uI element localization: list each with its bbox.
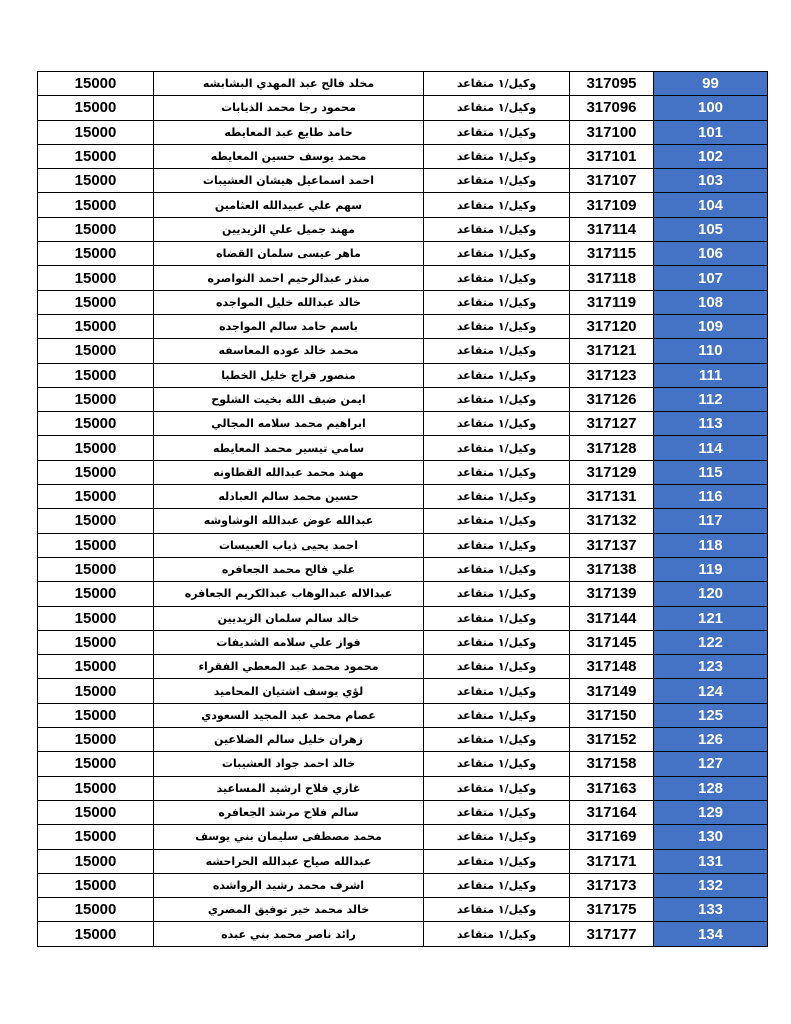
amount-cell: 15000 <box>38 582 154 606</box>
rank-cell: وكيل/١ متقاعد <box>424 679 570 703</box>
military-number-cell: 317171 <box>570 849 654 873</box>
name-cell: محمد خالد عوده المعاسفه <box>154 339 424 363</box>
military-number-cell: 317100 <box>570 120 654 144</box>
row-number-cell: 116 <box>654 485 768 509</box>
military-number-cell: 317109 <box>570 193 654 217</box>
table-row <box>38 557 768 581</box>
rank-cell: وكيل/١ متقاعد <box>424 266 570 290</box>
table-row <box>38 266 768 290</box>
rank-cell: وكيل/١ متقاعد <box>424 460 570 484</box>
row-number-cell: 108 <box>654 290 768 314</box>
row-number-cell: 124 <box>654 679 768 703</box>
rank-cell: وكيل/١ متقاعد <box>424 655 570 679</box>
military-number-cell: 317129 <box>570 460 654 484</box>
table-row <box>38 800 768 824</box>
row-number-cell: 125 <box>654 703 768 727</box>
amount-cell: 15000 <box>38 72 154 96</box>
amount-cell: 15000 <box>38 485 154 509</box>
military-number-cell: 317123 <box>570 363 654 387</box>
table-row <box>38 485 768 509</box>
rank-cell: وكيل/١ متقاعد <box>424 485 570 509</box>
name-cell: حامد طايع عبد المعايطه <box>154 120 424 144</box>
rank-cell: وكيل/١ متقاعد <box>424 509 570 533</box>
table-row <box>38 509 768 533</box>
military-number-cell: 317145 <box>570 630 654 654</box>
table-row <box>38 217 768 241</box>
amount-cell: 15000 <box>38 630 154 654</box>
table-row <box>38 339 768 363</box>
row-number-cell: 110 <box>654 339 768 363</box>
name-cell: مهند محمد عبدالله القطاونه <box>154 460 424 484</box>
name-cell: عبدالله صياح عبدالله الحراحشه <box>154 849 424 873</box>
amount-cell: 15000 <box>38 655 154 679</box>
row-number-cell: 132 <box>654 873 768 897</box>
row-number-cell: 119 <box>654 557 768 581</box>
name-cell: عبدالاله عبدالوهاب عبدالكريم الجعافره <box>154 582 424 606</box>
name-cell: مهند جميل علي الزيديين <box>154 217 424 241</box>
rank-cell: وكيل/١ متقاعد <box>424 898 570 922</box>
table-row <box>38 193 768 217</box>
rank-cell: وكيل/١ متقاعد <box>424 169 570 193</box>
military-number-cell: 317114 <box>570 217 654 241</box>
amount-cell: 15000 <box>38 460 154 484</box>
row-number-cell: 102 <box>654 144 768 168</box>
rank-cell: وكيل/١ متقاعد <box>424 728 570 752</box>
table-row <box>38 728 768 752</box>
table-row <box>38 436 768 460</box>
rank-cell: وكيل/١ متقاعد <box>424 96 570 120</box>
amount-cell: 15000 <box>38 728 154 752</box>
row-number-cell: 129 <box>654 800 768 824</box>
row-number-cell: 100 <box>654 96 768 120</box>
name-cell: سامي تيسير محمد المعايطه <box>154 436 424 460</box>
rank-cell: وكيل/١ متقاعد <box>424 387 570 411</box>
table-row <box>38 606 768 630</box>
name-cell: علي فالح محمد الجعافره <box>154 557 424 581</box>
rank-cell: وكيل/١ متقاعد <box>424 557 570 581</box>
amount-cell: 15000 <box>38 825 154 849</box>
rank-cell: وكيل/١ متقاعد <box>424 606 570 630</box>
amount-cell: 15000 <box>38 849 154 873</box>
roster-table <box>37 71 768 947</box>
row-number-cell: 109 <box>654 314 768 338</box>
military-number-cell: 317118 <box>570 266 654 290</box>
table-row <box>38 825 768 849</box>
row-number-cell: 121 <box>654 606 768 630</box>
amount-cell: 15000 <box>38 509 154 533</box>
table-row <box>38 412 768 436</box>
row-number-cell: 114 <box>654 436 768 460</box>
table-row <box>38 314 768 338</box>
amount-cell: 15000 <box>38 922 154 946</box>
military-number-cell: 317128 <box>570 436 654 460</box>
amount-cell: 15000 <box>38 266 154 290</box>
military-number-cell: 317127 <box>570 412 654 436</box>
military-number-cell: 317158 <box>570 752 654 776</box>
amount-cell: 15000 <box>38 898 154 922</box>
name-cell: مخلد فالح عبد المهدي البشابشه <box>154 72 424 96</box>
military-number-cell: 317126 <box>570 387 654 411</box>
table-row <box>38 776 768 800</box>
table-row <box>38 873 768 897</box>
row-number-cell: 127 <box>654 752 768 776</box>
row-number-cell: 118 <box>654 533 768 557</box>
name-cell: محمود محمد عبد المعطي الفقراء <box>154 655 424 679</box>
row-number-cell: 128 <box>654 776 768 800</box>
military-number-cell: 317164 <box>570 800 654 824</box>
table-row <box>38 120 768 144</box>
table-row <box>38 387 768 411</box>
rank-cell: وكيل/١ متقاعد <box>424 193 570 217</box>
amount-cell: 15000 <box>38 557 154 581</box>
row-number-cell: 105 <box>654 217 768 241</box>
rank-cell: وكيل/١ متقاعد <box>424 582 570 606</box>
name-cell: اشرف محمد رشيد الرواشده <box>154 873 424 897</box>
military-number-cell: 317169 <box>570 825 654 849</box>
row-number-cell: 123 <box>654 655 768 679</box>
rank-cell: وكيل/١ متقاعد <box>424 533 570 557</box>
amount-cell: 15000 <box>38 606 154 630</box>
row-number-cell: 101 <box>654 120 768 144</box>
name-cell: ابراهيم محمد سلامه المجالي <box>154 412 424 436</box>
rank-cell: وكيل/١ متقاعد <box>424 752 570 776</box>
row-number-cell: 115 <box>654 460 768 484</box>
name-cell: غازي فلاح ارشيد المساعيد <box>154 776 424 800</box>
amount-cell: 15000 <box>38 120 154 144</box>
military-number-cell: 317177 <box>570 922 654 946</box>
row-number-cell: 106 <box>654 242 768 266</box>
military-number-cell: 317095 <box>570 72 654 96</box>
amount-cell: 15000 <box>38 776 154 800</box>
name-cell: لؤي يوسف اشتيان المحاميد <box>154 679 424 703</box>
amount-cell: 15000 <box>38 144 154 168</box>
amount-cell: 15000 <box>38 752 154 776</box>
name-cell: فواز علي سلامه الشديفات <box>154 630 424 654</box>
table-row <box>38 703 768 727</box>
row-number-cell: 104 <box>654 193 768 217</box>
name-cell: منذر عبدالرحيم احمد النواصره <box>154 266 424 290</box>
amount-cell: 15000 <box>38 217 154 241</box>
rank-cell: وكيل/١ متقاعد <box>424 436 570 460</box>
table-row <box>38 679 768 703</box>
amount-cell: 15000 <box>38 412 154 436</box>
amount-cell: 15000 <box>38 242 154 266</box>
table-row <box>38 752 768 776</box>
name-cell: سالم فلاح مرشد الجعافره <box>154 800 424 824</box>
name-cell: حسين محمد سالم العبادله <box>154 485 424 509</box>
row-number-cell: 117 <box>654 509 768 533</box>
military-number-cell: 317131 <box>570 485 654 509</box>
amount-cell: 15000 <box>38 873 154 897</box>
rank-cell: وكيل/١ متقاعد <box>424 363 570 387</box>
rank-cell: وكيل/١ متقاعد <box>424 72 570 96</box>
military-number-cell: 317119 <box>570 290 654 314</box>
name-cell: احمد اسماعيل هيشان العشيبات <box>154 169 424 193</box>
name-cell: عصام محمد عبد المجيد السعودي <box>154 703 424 727</box>
name-cell: زهران خليل سالم الضلاعين <box>154 728 424 752</box>
rank-cell: وكيل/١ متقاعد <box>424 412 570 436</box>
military-number-cell: 317150 <box>570 703 654 727</box>
rank-cell: وكيل/١ متقاعد <box>424 290 570 314</box>
name-cell: احمد يحيى ذياب العبيسات <box>154 533 424 557</box>
rank-cell: وكيل/١ متقاعد <box>424 144 570 168</box>
row-number-cell: 103 <box>654 169 768 193</box>
military-number-cell: 317138 <box>570 557 654 581</box>
table-row <box>38 363 768 387</box>
table-row <box>38 533 768 557</box>
table-row <box>38 144 768 168</box>
amount-cell: 15000 <box>38 290 154 314</box>
military-number-cell: 317152 <box>570 728 654 752</box>
row-number-cell: 133 <box>654 898 768 922</box>
name-cell: ماهر عيسى سلمان القضاه <box>154 242 424 266</box>
military-number-cell: 317121 <box>570 339 654 363</box>
amount-cell: 15000 <box>38 96 154 120</box>
military-number-cell: 317144 <box>570 606 654 630</box>
table-row <box>38 72 768 96</box>
name-cell: محمد يوسف حسين المعايطه <box>154 144 424 168</box>
rank-cell: وكيل/١ متقاعد <box>424 217 570 241</box>
military-number-cell: 317149 <box>570 679 654 703</box>
name-cell: ايمن ضيف الله بخيت الشلوح <box>154 387 424 411</box>
row-number-cell: 111 <box>654 363 768 387</box>
rank-cell: وكيل/١ متقاعد <box>424 242 570 266</box>
row-number-cell: 113 <box>654 412 768 436</box>
table-row <box>38 290 768 314</box>
amount-cell: 15000 <box>38 436 154 460</box>
military-number-cell: 317132 <box>570 509 654 533</box>
amount-cell: 15000 <box>38 339 154 363</box>
name-cell: محمود رجا محمد الذيابات <box>154 96 424 120</box>
table-row <box>38 849 768 873</box>
rank-cell: وكيل/١ متقاعد <box>424 800 570 824</box>
name-cell: سهم علي عبيدالله العثامين <box>154 193 424 217</box>
military-number-cell: 317137 <box>570 533 654 557</box>
table-row <box>38 242 768 266</box>
name-cell: محمد مصطفى سليمان بني يوسف <box>154 825 424 849</box>
rank-cell: وكيل/١ متقاعد <box>424 703 570 727</box>
rank-cell: وكيل/١ متقاعد <box>424 630 570 654</box>
row-number-cell: 112 <box>654 387 768 411</box>
name-cell: خالد عبدالله خليل المواجده <box>154 290 424 314</box>
row-number-cell: 131 <box>654 849 768 873</box>
row-number-cell: 130 <box>654 825 768 849</box>
military-number-cell: 317173 <box>570 873 654 897</box>
rank-cell: وكيل/١ متقاعد <box>424 922 570 946</box>
table-row <box>38 898 768 922</box>
rank-cell: وكيل/١ متقاعد <box>424 120 570 144</box>
military-number-cell: 317107 <box>570 169 654 193</box>
amount-cell: 15000 <box>38 314 154 338</box>
amount-cell: 15000 <box>38 363 154 387</box>
amount-cell: 15000 <box>38 533 154 557</box>
row-number-cell: 126 <box>654 728 768 752</box>
amount-cell: 15000 <box>38 193 154 217</box>
rank-cell: وكيل/١ متقاعد <box>424 776 570 800</box>
rank-cell: وكيل/١ متقاعد <box>424 873 570 897</box>
amount-cell: 15000 <box>38 679 154 703</box>
military-number-cell: 317115 <box>570 242 654 266</box>
military-number-cell: 317175 <box>570 898 654 922</box>
military-number-cell: 317096 <box>570 96 654 120</box>
rank-cell: وكيل/١ متقاعد <box>424 849 570 873</box>
table-row <box>38 169 768 193</box>
military-number-cell: 317139 <box>570 582 654 606</box>
military-number-cell: 317120 <box>570 314 654 338</box>
military-number-cell: 317101 <box>570 144 654 168</box>
table-row <box>38 922 768 946</box>
name-cell: منصور فراج خليل الخطبا <box>154 363 424 387</box>
roster-body <box>38 72 768 947</box>
row-number-cell: 99 <box>654 72 768 96</box>
rank-cell: وكيل/١ متقاعد <box>424 339 570 363</box>
name-cell: رائد ناصر محمد بني عبده <box>154 922 424 946</box>
rank-cell: وكيل/١ متقاعد <box>424 314 570 338</box>
row-number-cell: 120 <box>654 582 768 606</box>
table-row <box>38 460 768 484</box>
table-row <box>38 655 768 679</box>
military-number-cell: 317163 <box>570 776 654 800</box>
row-number-cell: 134 <box>654 922 768 946</box>
name-cell: خالد محمد خير توفيق المصري <box>154 898 424 922</box>
amount-cell: 15000 <box>38 800 154 824</box>
name-cell: خالد احمد جواد العشيبات <box>154 752 424 776</box>
name-cell: عبدالله عوض عبدالله الوشاوشه <box>154 509 424 533</box>
amount-cell: 15000 <box>38 703 154 727</box>
amount-cell: 15000 <box>38 169 154 193</box>
row-number-cell: 107 <box>654 266 768 290</box>
rank-cell: وكيل/١ متقاعد <box>424 825 570 849</box>
table-row <box>38 582 768 606</box>
table-row <box>38 630 768 654</box>
table-row <box>38 96 768 120</box>
amount-cell: 15000 <box>38 387 154 411</box>
name-cell: خالد سالم سلمان الزيديين <box>154 606 424 630</box>
name-cell: باسم حامد سالم المواجده <box>154 314 424 338</box>
military-number-cell: 317148 <box>570 655 654 679</box>
row-number-cell: 122 <box>654 630 768 654</box>
